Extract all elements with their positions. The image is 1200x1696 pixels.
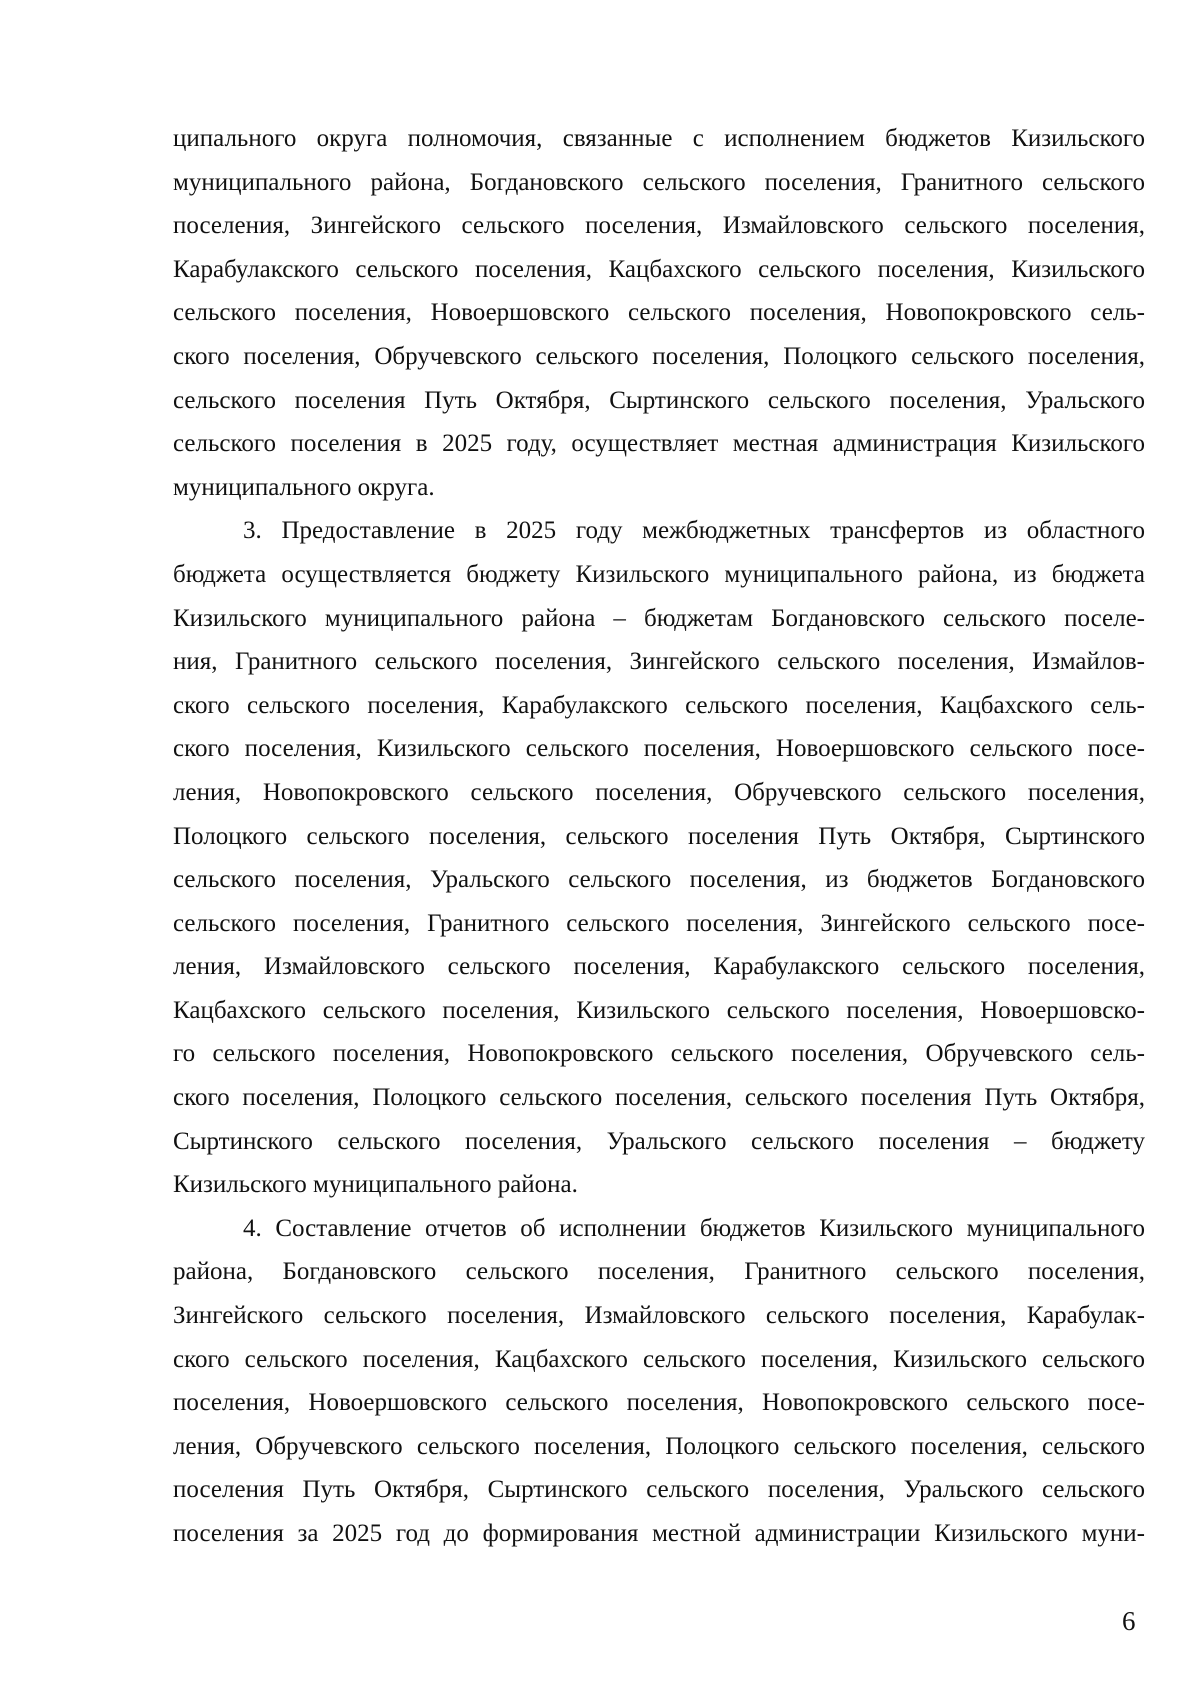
- text-line: ципального округа полномочия, связанные с исполнением бюджетов Кизильского: [173, 125, 1145, 152]
- text-line: сельского поселения, Уральского сельского поселения, из бюджетов Богдановского: [173, 866, 1145, 894]
- text-line: го сельского поселения, Новопокровского сельского поселения, Обручевского сель-: [173, 1040, 1145, 1068]
- text-line: Полоцкого сельского поселения, сельского поселения Путь Октября, Сыртинского: [173, 822, 1145, 850]
- text-line: Сыртинского сельского поселения, Уральского сельского поселения – бюджету: [173, 1127, 1145, 1155]
- text-line: ния, Гранитного сельского поселения, Зингейского сельского поселения, Измайлов-: [173, 648, 1145, 676]
- text-line: сельского поселения в 2025 году, осуществляет местная администрация Кизильского: [173, 430, 1145, 458]
- text-line: района, Богдановского сельского поселения, Гранитного сельского поселения,: [173, 1258, 1145, 1286]
- paragraph-4-first-line: 4. Составление отчетов об исполнении бюджетов Кизильского муниципального: [243, 1214, 1145, 1242]
- paragraph-3-first-line: 3. Предоставление в 2025 году межбюджетных трансфертов из областного: [243, 517, 1145, 545]
- text-line: муниципального округа.: [173, 473, 435, 501]
- document-body: [173, 117, 1145, 1556]
- text-line: поселения Путь Октября, Сыртинского сельского поселения, Уральского сельского: [173, 1476, 1145, 1504]
- text-line: ления, Измайловского сельского поселения, Карабулакского сельского поселения,: [173, 953, 1145, 981]
- page-number: 6: [1122, 1606, 1136, 1636]
- text-line: ления, Обручевского сельского поселения, Полоцкого сельского поселения, сельского: [173, 1432, 1145, 1460]
- text-line: сельского поселения, Новоершовского сельского поселения, Новопокровского сель-: [173, 299, 1145, 327]
- text-line: Кизильского муниципального района – бюджетам Богдановского сельского поселе-: [173, 604, 1145, 632]
- text-line: ского сельского поселения, Кацбахского сельского поселения, Кизильского сельского: [173, 1345, 1145, 1373]
- text-line: поселения, Зингейского сельского поселения, Измайловского сельского поселения,: [173, 212, 1145, 240]
- text-line: ского поселения, Кизильского сельского поселения, Новоершовского сельского посе-: [173, 735, 1145, 763]
- text-line: ления, Новопокровского сельского поселения, Обручевского сельского поселения,: [173, 778, 1145, 806]
- text-line: ского сельского поселения, Карабулакского сельского поселения, Кацбахского сель-: [173, 691, 1145, 719]
- text-line: бюджета осуществляется бюджету Кизильского муниципального района, из бюджета: [173, 560, 1145, 588]
- text-line: ского поселения, Обручевского сельского поселения, Полоцкого сельского поселения,: [173, 342, 1145, 370]
- text-line: сельского поселения, Гранитного сельского поселения, Зингейского сельского посе-: [173, 909, 1145, 937]
- text-line: сельского поселения Путь Октября, Сыртинского сельского поселения, Уральского: [173, 386, 1145, 414]
- text-line: Кацбахского сельского поселения, Кизильского сельского поселения, Новоершовско-: [173, 996, 1145, 1024]
- text-line: Зингейского сельского поселения, Измайловского сельского поселения, Карабулак-: [173, 1302, 1145, 1330]
- text-line: Карабулакского сельского поселения, Кацбахского сельского поселения, Кизильского: [173, 255, 1145, 283]
- text-line: Кизильского муниципального района.: [173, 1171, 578, 1199]
- text-line: муниципального района, Богдановского сельского поселения, Гранитного сельского: [173, 168, 1145, 196]
- text-line: поселения, Новоершовского сельского поселения, Новопокровского сельского посе-: [173, 1389, 1145, 1417]
- text-line: ского поселения, Полоцкого сельского поселения, сельского поселения Путь Октября,: [173, 1084, 1145, 1112]
- text-line: поселения за 2025 год до формирования местной администрации Кизильского муни-: [173, 1520, 1145, 1547]
